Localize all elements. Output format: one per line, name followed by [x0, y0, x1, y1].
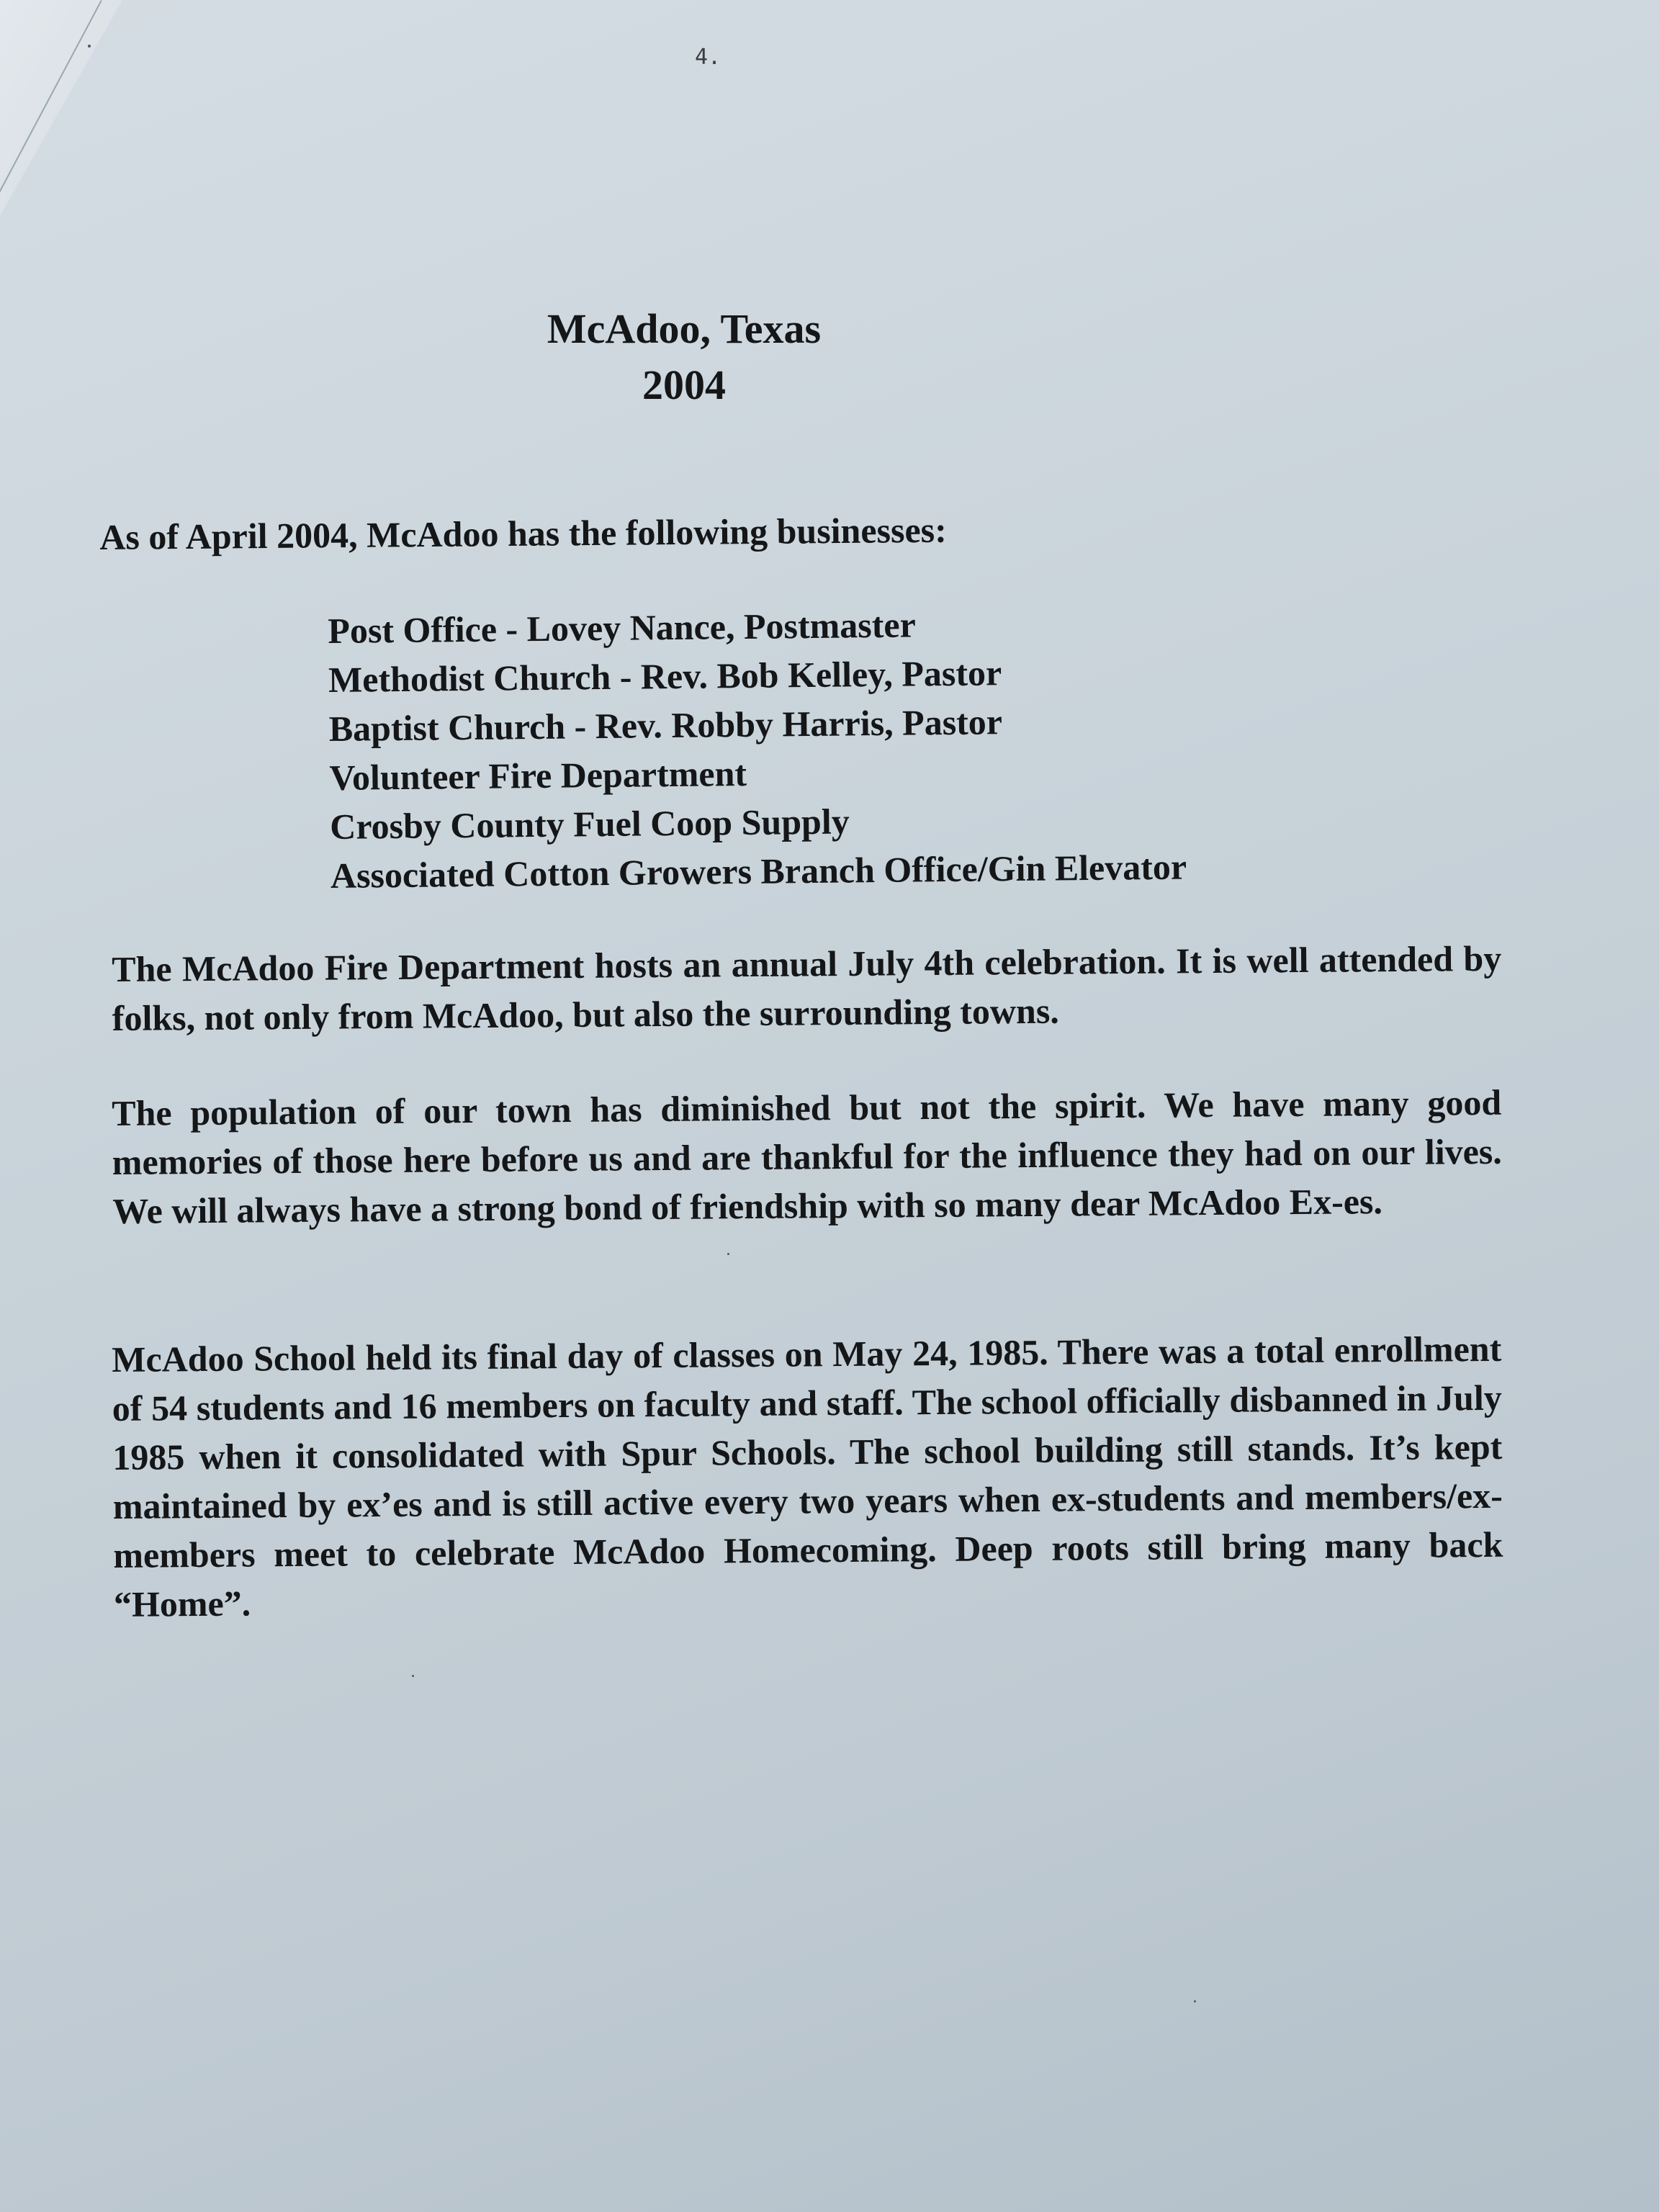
paper-speck: [88, 45, 91, 48]
folded-corner: [0, 0, 122, 216]
intro-text: As of April 2004, McAdoo has the following businesses:: [99, 509, 947, 557]
business-item: Methodist Church - Rev. Bob Kelley, Pastor: [328, 652, 1002, 700]
business-item: Volunteer Fire Department: [329, 752, 747, 798]
business-list: [328, 595, 1411, 900]
paragraph-population: The population of our town has diminished but not the spirit. We have many good memories of those here before us and are thankful for the influence they had on our lives. We will always have a strong bond of friendship with so many dear McAdoo Ex-es.: [112, 1082, 1502, 1231]
business-item: Crosby County Fuel Coop Supply: [329, 801, 850, 847]
page-title: [490, 301, 878, 413]
business-item: Associated Cotton Growers Branch Office/Gin Elevator: [330, 846, 1187, 896]
business-item: Post Office - Lovey Nance, Postmaster: [328, 604, 917, 651]
paper-speck: [727, 1253, 729, 1255]
business-item: Baptist Church - Rev. Robby Harris, Pastor: [328, 701, 1003, 749]
paper-speck: [412, 1675, 414, 1677]
paragraph-fire-department: The McAdoo Fire Department hosts an annual July 4th celebration. It is well attended by folks, not only from McAdoo, but also the surrounding towns.: [112, 938, 1502, 1038]
paragraph-school: McAdoo School held its final day of classes on May 24, 1985. There was a total enrollment of 54 students and 16 members on faculty and staff. The school officially disbanned in July 1985 when it consolidated with Spur Schools. The school building still stands. It’s kept maintained by ex’es and is still active every two years when ex-students and members/ex-members meet to celebrate McAdoo Homecoming. Deep roots still bring many back “Home”.: [112, 1328, 1503, 1624]
title-year: 2004: [642, 361, 726, 408]
paper-speck: [1194, 2000, 1196, 2002]
page-number: 4.: [695, 45, 721, 70]
title-place: McAdoo, Texas: [547, 305, 822, 352]
